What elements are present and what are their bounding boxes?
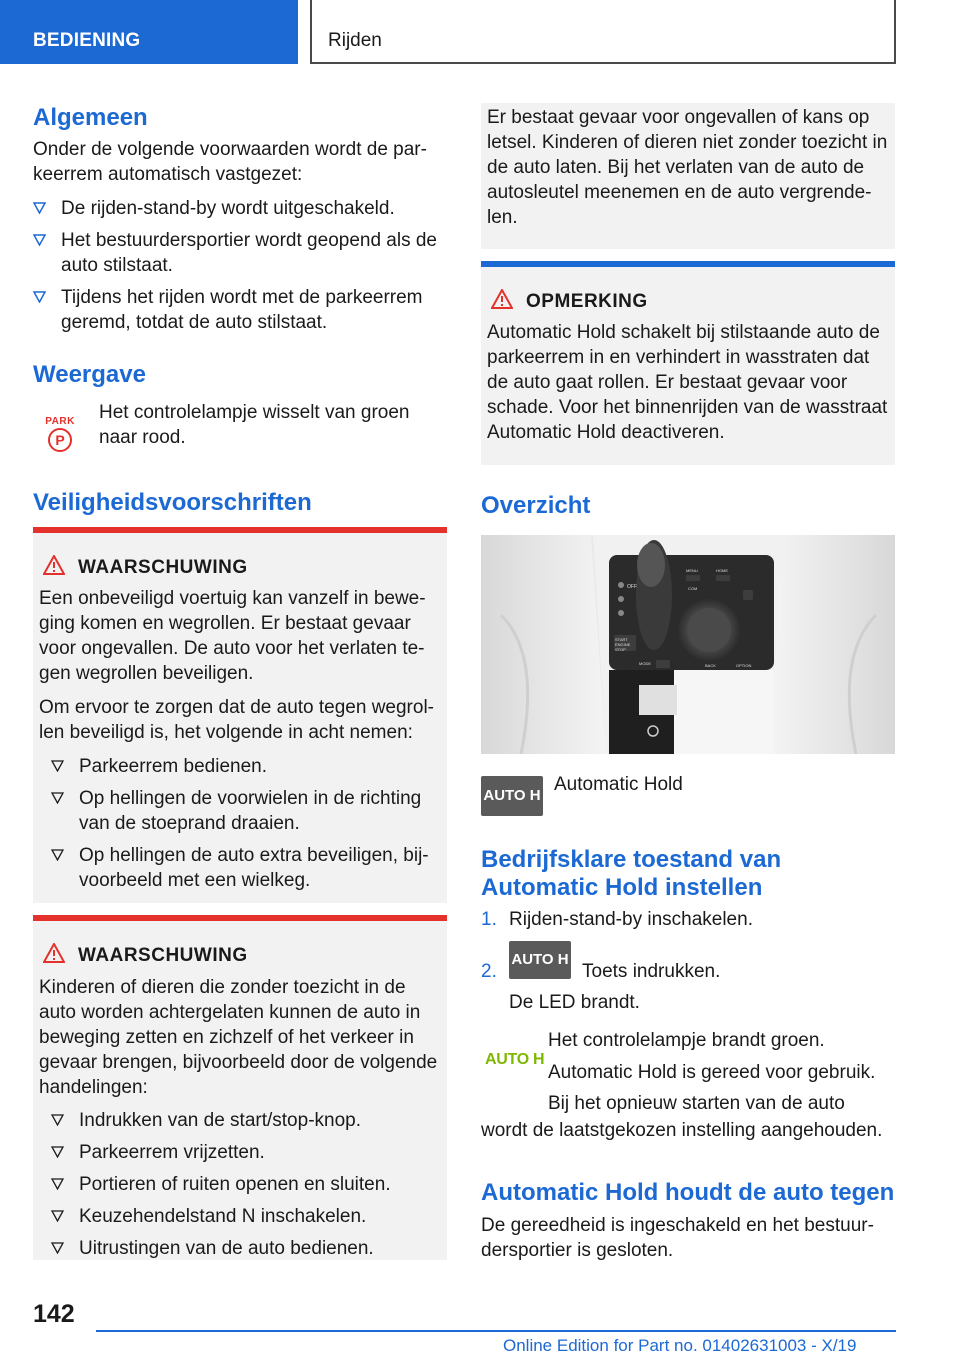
warning-text: Een onbeveiligd voertuig kan vanzelf in bewe-ging komen en wegrollen. Er bestaat gevaar voor ongevallen. De auto voor het verlaten te-gen wegrollen beveiligen. [39, 588, 426, 684]
heading-veiligheid: Veiligheidsvoorschriften [33, 489, 312, 516]
note-panel [481, 261, 895, 465]
warning-text: Er bestaat gevaar voor ongevallen of kans op letsel. Kinderen of dieren niet zonder toezicht in de auto laten. Bij het verlaten van de auto de autosleutel meenemen en de auto vergrende-len. [487, 107, 888, 228]
houdt-text: De gereedheid is ingeschakeld en het bestuur-dersportier is gesloten. [481, 1215, 874, 1261]
algemeen-intro: Onder de volgende voorwaarden wordt de par-keerrem automatisch vastgezet: [33, 139, 427, 185]
triangle-bullet-icon [51, 759, 64, 772]
triangle-bullet-icon [33, 201, 46, 214]
list-item: Tijdens het rijden wordt met de parkeerrem geremd, totdat de auto stilstaat. [33, 285, 447, 335]
step-number: 1. [481, 909, 497, 930]
footer-edition: Online Edition for Part no. 01402631003 - X/19 [503, 1336, 857, 1355]
auto-hold-key-icon: AUTO H [481, 776, 543, 816]
triangle-bullet-icon [33, 290, 46, 303]
warning-title: WAARSCHUWING [78, 557, 248, 578]
console-stop-label: STOP [615, 647, 626, 652]
footer-rule [96, 1330, 896, 1332]
note-text: Automatic Hold schakelt bij stilstaande auto de parkeerrem in en verhindert in wasstraten dat de auto gaat rollen. Er bestaat gevaar voor schade. Voor het binnenrijden van de wasstraat Automatic Hold deactiveren. [487, 322, 888, 443]
warning-icon [491, 289, 513, 309]
list-item: Uitrustingen van de auto bedienen. [51, 1236, 441, 1261]
console-start-label: START [615, 637, 628, 642]
chapter-label: Rijden [328, 30, 382, 51]
warning-list [51, 754, 441, 900]
list-item: Parkeerrem vrijzetten. [51, 1140, 441, 1165]
triangle-bullet-icon [51, 1145, 64, 1158]
warning-panel-2 [33, 915, 447, 1260]
warning-title: WAARSCHUWING [78, 945, 248, 966]
note-bar [481, 261, 895, 267]
list-item: Parkeerrem bedienen. [51, 754, 441, 779]
triangle-bullet-icon [33, 233, 46, 246]
lamp-text: Automatic Hold is gereed voor gebruik. [548, 1062, 876, 1083]
left-column [33, 0, 447, 1300]
warning-text: Kinderen of dieren die zonder toezicht in de auto worden achtergelaten kunnen de auto in beweging zetten en zichzelf of het verkeer in gevaar brengen, bijvoorbeeld door de volgende handelingen: [39, 977, 438, 1098]
console-image [481, 535, 895, 754]
warning-icon [43, 943, 65, 963]
console-com-label: COM [688, 586, 698, 591]
lamp-text: Het controlelampje brandt groen. [548, 1030, 825, 1051]
console-menu-label: MENU [686, 568, 698, 573]
list-item: De rijden-stand-by wordt uitgeschakeld. [33, 196, 447, 221]
triangle-bullet-icon [51, 848, 64, 861]
lamp-text: wordt de laatstgekozen instelling aangehouden. [481, 1120, 883, 1141]
console-illustration [481, 535, 895, 754]
console-mode-label: MODE [639, 661, 651, 666]
list-item: Keuzehendelstand N inschakelen. [51, 1204, 441, 1229]
right-column [481, 0, 895, 1300]
warning-panel-2-continued [481, 103, 895, 249]
heading-algemeen: Algemeen [33, 104, 148, 131]
heading-bedrijfsklare: Bedrijfsklare toestand van Automatic Hold instellen [481, 846, 782, 901]
auto-hold-key-icon: AUTO H [509, 941, 571, 979]
weergave-text: Het controlelampje wisselt van groen naar rood. [99, 402, 410, 448]
warning-text: Om ervoor te zorgen dat de auto tegen wegrol-len beveiligd is, het volgende in acht nemen: [39, 697, 435, 743]
console-back-label: BACK [705, 663, 716, 668]
algemeen-list [33, 196, 447, 342]
page-number: 142 [33, 1300, 75, 1328]
note-title: OPMERKING [526, 291, 648, 312]
console-home-label: HOME [716, 568, 728, 573]
auto-hold-indicator-icon: AUTO H [485, 1051, 545, 1068]
section-label: BEDIENING [33, 30, 141, 51]
warning-list [51, 1108, 441, 1268]
console-off-label: OFF [627, 584, 637, 590]
console-option-label: OPTION [736, 663, 752, 668]
warning-panel-1 [33, 527, 447, 903]
console-engine-label: ENGINE [615, 642, 631, 647]
step-number: 2. [481, 961, 497, 982]
led-text: De LED brandt. [509, 992, 640, 1013]
triangle-bullet-icon [51, 1241, 64, 1254]
triangle-bullet-icon [51, 791, 64, 804]
park-brake-icon: PARK P [41, 416, 79, 454]
step-text: Rijden-stand-by inschakelen. [509, 909, 753, 930]
triangle-bullet-icon [51, 1209, 64, 1222]
list-item: Op hellingen de auto extra beveiligen, bij-voorbeeld met een wielkeg. [51, 843, 441, 893]
lamp-text: Bij het opnieuw starten van de auto [548, 1093, 845, 1114]
list-item: Portieren of ruiten openen en sluiten. [51, 1172, 441, 1197]
warning-icon [43, 555, 65, 575]
triangle-bullet-icon [51, 1113, 64, 1126]
list-item: Op hellingen de voorwielen in de richting van de stoeprand draaien. [51, 786, 441, 836]
warning-bar [33, 915, 447, 921]
triangle-bullet-icon [51, 1177, 64, 1190]
heading-overzicht: Overzicht [481, 492, 591, 519]
warning-bar [33, 527, 447, 533]
step-text: Toets indrukken. [582, 961, 721, 982]
list-item: Indrukken van de start/stop-knop. [51, 1108, 441, 1133]
heading-houdt: Automatic Hold houdt de auto tegen [481, 1179, 895, 1206]
auto-hold-caption: Automatic Hold [554, 774, 683, 795]
list-item: Het bestuurdersportier wordt geopend als de auto stilstaat. [33, 228, 447, 278]
heading-weergave: Weergave [33, 361, 146, 388]
